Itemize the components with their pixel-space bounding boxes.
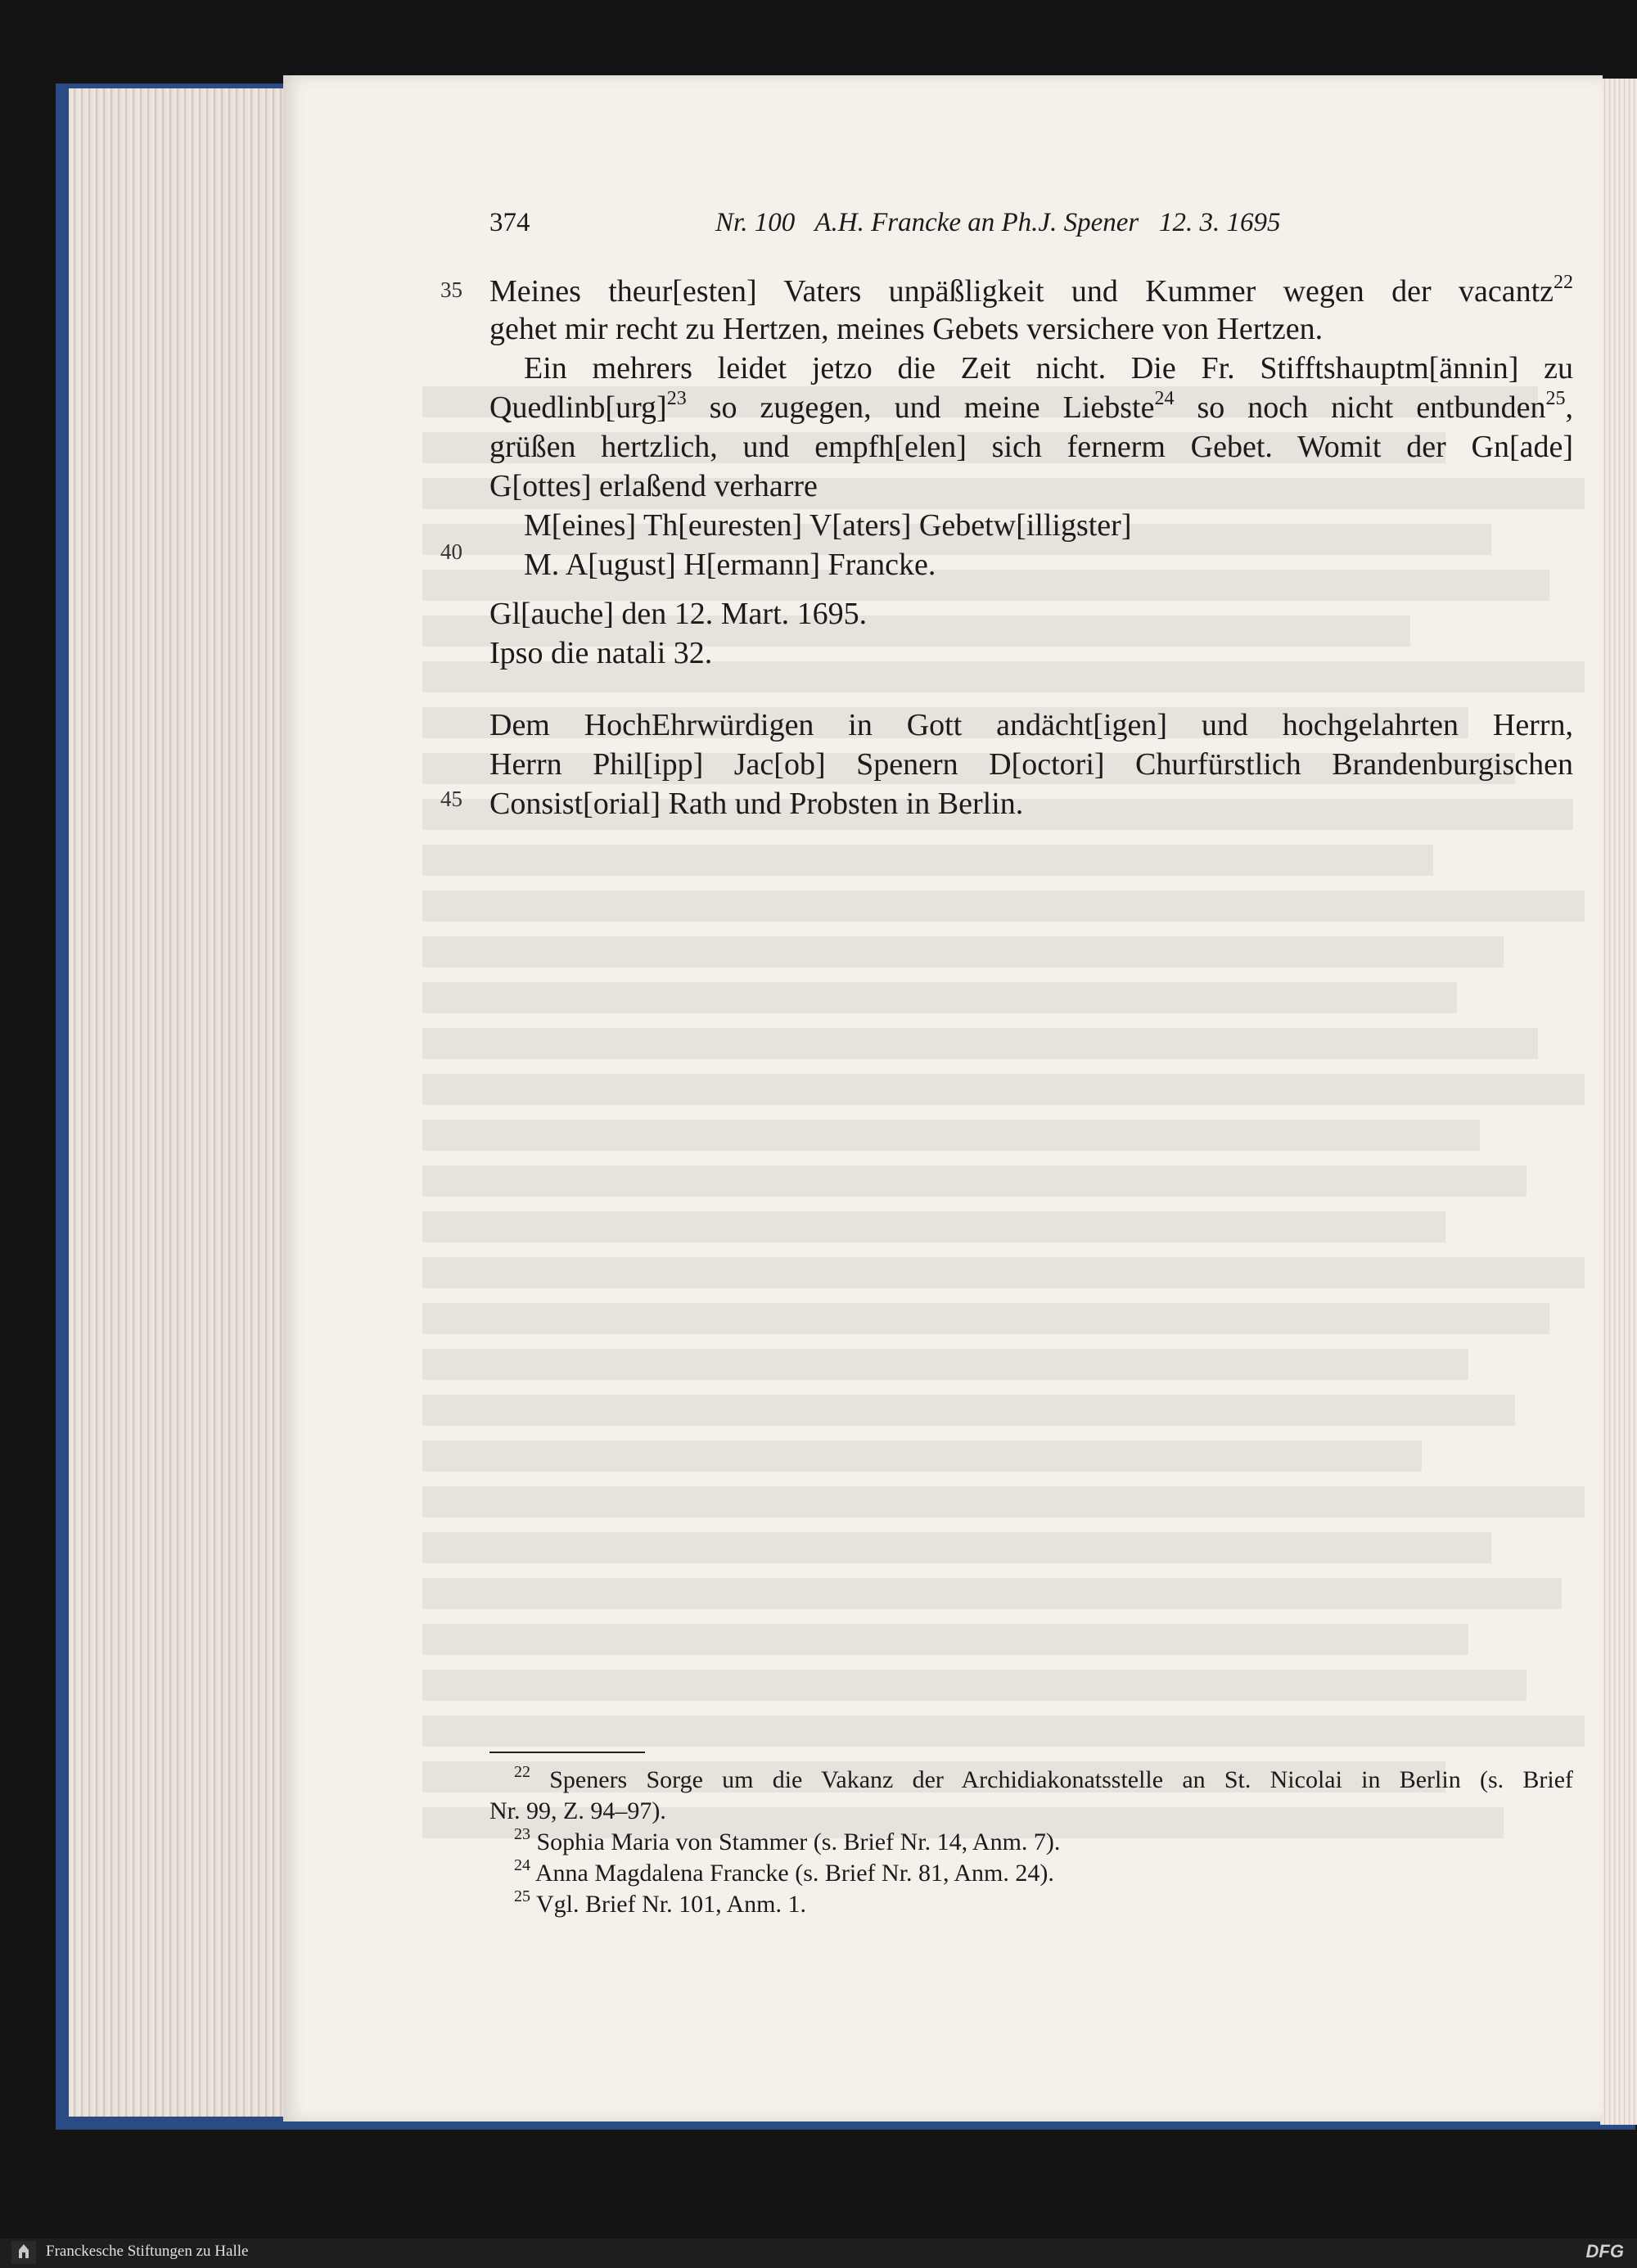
show-through-line <box>422 1441 1422 1472</box>
show-through-line <box>422 982 1457 1013</box>
letter-line: Quedlinb[urg]$^{23}$ so zugegen, und meine Liebste$^{24}$ so noch nicht entbunden$^{25}$, <box>489 388 1573 425</box>
show-through-line <box>422 1257 1585 1288</box>
line-number-40: 40 <box>440 539 462 564</box>
page-edges-left <box>69 88 285 2117</box>
footnote-22: $^{22}$ Speners Sorge um die Vakanz der Archidiakonatsstelle an St. Nicolai in Berlin (s. Brief <box>514 1763 1574 1793</box>
show-through-line <box>422 1303 1549 1334</box>
page-number: 374 <box>489 208 530 237</box>
footnote-22-cont: Nr. 99, Z. 94–97). <box>489 1797 666 1824</box>
show-through-line <box>422 1486 1585 1517</box>
show-through-line <box>422 1624 1468 1655</box>
show-through-line <box>422 1670 1527 1701</box>
footnote-ref: 24 <box>1154 388 1175 410</box>
institution-logo-icon <box>10 2240 38 2265</box>
show-through-line <box>422 891 1585 922</box>
address-line: Herrn Phil[ipp] Jac[ob] Spenern D[octori] Churfürstlich Brandenburgischen <box>489 747 1573 782</box>
address-line: Consist[orial] Rath und Probsten in Berlin. <box>489 787 1024 821</box>
date-line: Ipso die natali 32. <box>489 636 713 670</box>
header-title: Nr. 100 A.H. Francke an Ph.J. Spener 12. 3. 1695 <box>715 208 1281 237</box>
show-through-line <box>422 1532 1491 1563</box>
show-through-line <box>422 1578 1562 1609</box>
date-line: Gl[auche] den 12. Mart. 1695. <box>489 597 868 631</box>
footnote-25: $^{25}$ Vgl. Brief Nr. 101, Anm. 1. <box>514 1887 806 1918</box>
address-line: Dem HochEhrwürdigen in Gott andächt[igen] und hochgelahrten Herrn, <box>489 708 1573 742</box>
show-through-line <box>422 1211 1445 1242</box>
show-through-line <box>422 1349 1468 1380</box>
footnote-ref: 25 <box>1545 388 1566 410</box>
show-through-line <box>422 1120 1480 1151</box>
footer-bar <box>0 2239 1637 2268</box>
book-page <box>283 75 1603 2121</box>
line-number-35: 35 <box>440 277 462 302</box>
show-through-line <box>422 936 1504 967</box>
show-through-line <box>422 1028 1538 1059</box>
footnote-ref: 22 <box>1554 272 1573 294</box>
show-through-line <box>422 1716 1585 1747</box>
show-through-line <box>422 1166 1527 1197</box>
institution-name: Franckesche Stiftungen zu Halle <box>46 2243 249 2260</box>
signature-line: M. A[ugust] H[ermann] Francke. <box>524 548 936 582</box>
letter-line: gehet mir recht zu Hertzen, meines Gebets versichere von Hertzen. <box>489 312 1324 346</box>
footnote-ref: 23 <box>666 388 687 410</box>
footnote-24: $^{24}$ Anna Magdalena Francke (s. Brief Nr. 81, Anm. 24). <box>514 1856 1054 1887</box>
dfg-logo: DFG <box>1585 2241 1624 2261</box>
closing-line: M[eines] Th[euresten] V[aters] Gebetw[illigster] <box>524 508 1132 543</box>
letter-line: G[ottes] erlaßend verharre <box>489 469 818 503</box>
show-through-line <box>422 1074 1585 1105</box>
line-number-45: 45 <box>440 787 462 811</box>
show-through-line <box>422 845 1433 876</box>
footnote-23: $^{23}$ Sophia Maria von Stammer (s. Brief Nr. 14, Anm. 7). <box>514 1825 1061 1855</box>
page-edges-right <box>1600 79 1637 2125</box>
letter-line: Meines theur[esten] Vaters unpäßligkeit und Kummer wegen der vacantz$^{22}$ <box>489 272 1573 309</box>
footnote-rule <box>489 1752 645 1753</box>
letter-line: Ein mehrers leidet jetzo die Zeit nicht. Die Fr. Stifftshauptm[ännin] zu <box>524 351 1573 386</box>
letter-line: grüßen hertzlich, und empfh[elen] sich fernerm Gebet. Womit der Gn[ade] <box>489 430 1573 464</box>
running-header <box>489 208 1573 241</box>
show-through-line <box>422 1395 1515 1426</box>
